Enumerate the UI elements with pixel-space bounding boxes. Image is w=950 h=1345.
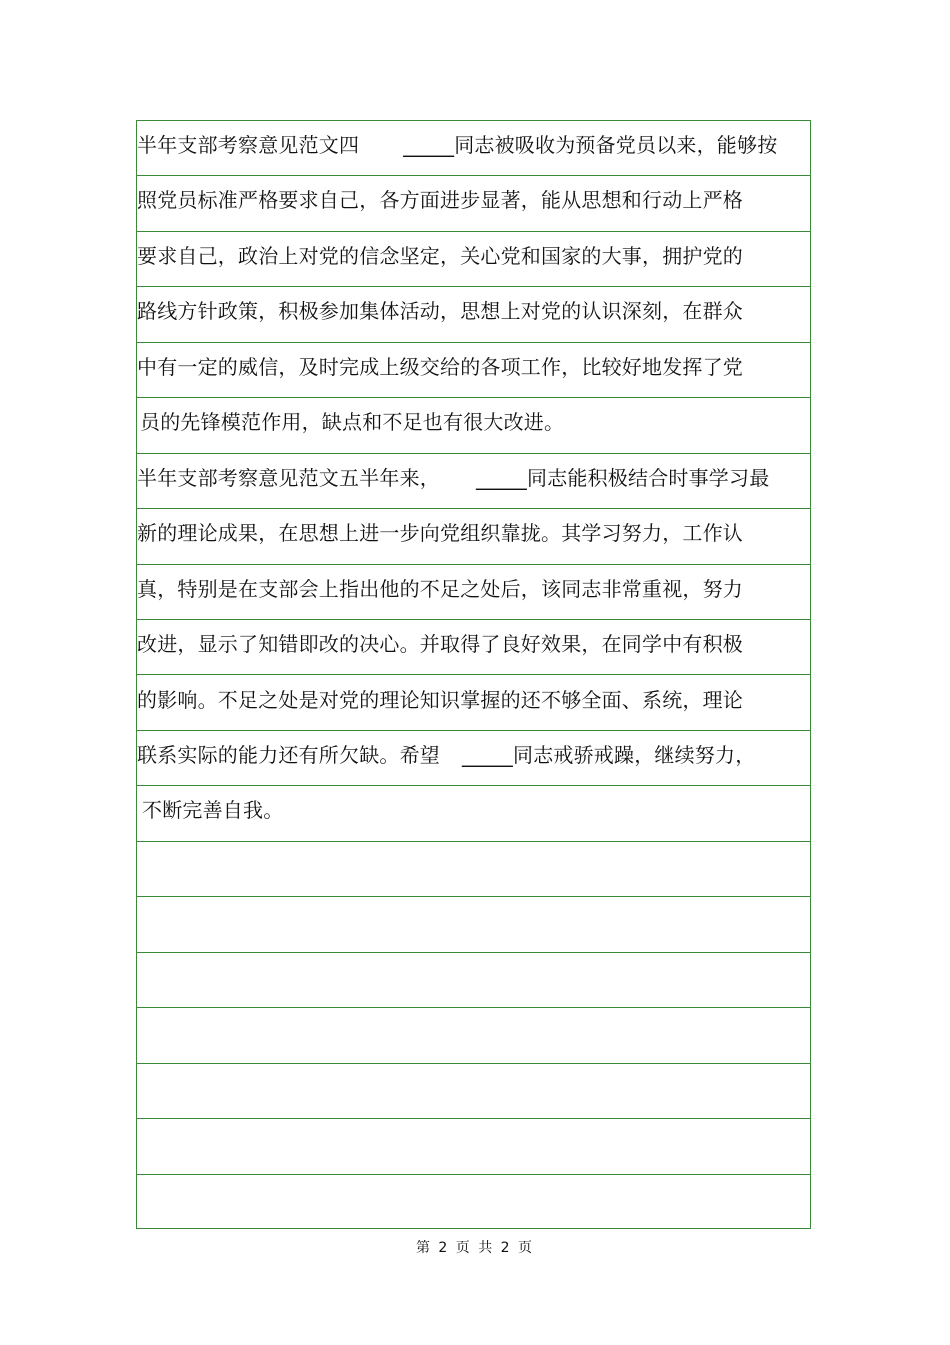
document-line: [137, 509, 810, 564]
empty-line: [137, 1064, 810, 1119]
line-text: 新的理论成果，在思想上进一步向党组织靠拢。其学习努力，工作认: [137, 521, 743, 546]
document-line: [137, 454, 810, 509]
document-line: [137, 620, 810, 675]
empty-line: [137, 842, 810, 897]
document-line: [137, 731, 810, 786]
page-number-footer: 第 2 页 共 2 页: [415, 1240, 535, 1256]
line-text: 中有一定的威信，及时完成上级交给的各项工作，比较好地发挥了党: [137, 354, 743, 379]
document-line: [137, 565, 810, 620]
lined-document-sheet: [136, 120, 811, 1229]
document-line: [137, 398, 810, 453]
document-line: [137, 343, 810, 398]
document-line: [137, 786, 810, 841]
document-line: [137, 121, 810, 176]
document-line: [137, 676, 810, 731]
line-text: 改进，显示了知错即改的决心。并取得了良好效果，在同学中有积极: [137, 632, 743, 657]
line-text: 不断完善自我。: [142, 798, 284, 823]
document-line: [137, 287, 810, 342]
line-text: 照党员标准严格要求自己，各方面进步显著，能从思想和行动上严格: [137, 188, 743, 213]
line-text: 要求自己，政治上对党的信念坚定，关心党和国家的大事，拥护党的: [137, 243, 743, 268]
fill-in-blank: _____: [476, 465, 527, 490]
empty-line: [137, 897, 810, 952]
empty-line: [137, 1175, 810, 1230]
line-text: 真，特别是在支部会上指出他的不足之处后，该同志非常重视，努力: [137, 576, 743, 601]
empty-line: [137, 953, 810, 1008]
line-text: 半年支部考察意见范文五半年来， _____同志能积极结合时事学习最: [137, 465, 770, 490]
fill-in-blank: _____: [403, 133, 455, 157]
line-text: 的影响。不足之处是对党的理论知识掌握的还不够全面、系统，理论: [137, 687, 743, 712]
line-text: 联系实际的能力还有所欠缺。希望 _____同志戒骄戒躁，继续努力，: [137, 742, 756, 767]
line-text: 半年支部考察意见范文四 _____同志被吸收为预备党员以来，能够按: [137, 133, 778, 157]
document-line: [137, 232, 810, 287]
document-line: [137, 176, 810, 231]
line-text: 员的先锋模范作用，缺点和不足也有很大改进。: [140, 410, 565, 435]
fill-in-blank: _____: [462, 742, 513, 767]
empty-line: [137, 1119, 810, 1174]
line-text: 路线方针政策，积极参加集体活动，思想上对党的认识深刻，在群众: [137, 299, 743, 324]
empty-line: [137, 1008, 810, 1063]
